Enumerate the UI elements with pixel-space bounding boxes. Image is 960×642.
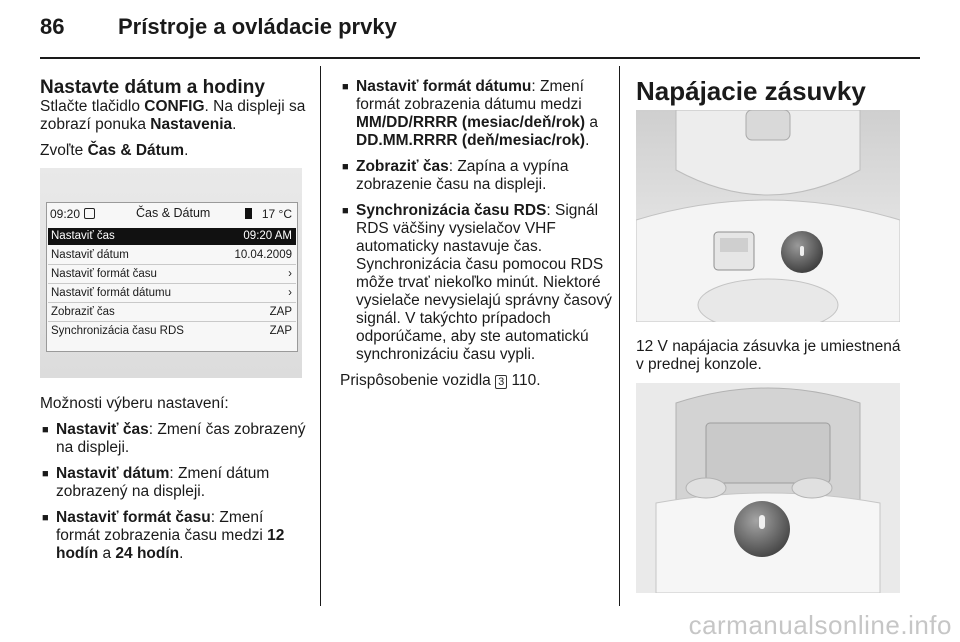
display-time: 09:20	[50, 207, 81, 221]
page-header-title: Prístroje a ovládacie prvky	[118, 14, 397, 39]
list-item: ■ Nastaviť formát dátumu: Zmení formát zobrazenia dátumu medzi MM/DD/RRRR (mesiac/deň/rok) a DD.MM.RRRR (deň/mesiac/rok).	[340, 78, 612, 150]
options-list	[40, 421, 308, 563]
left-column-options	[40, 395, 308, 571]
display-row-rds-sync: Synchronizácia času RDS ZAP	[51, 325, 292, 337]
column-divider-1	[320, 66, 321, 606]
display-title: Čas & Dátum	[136, 206, 211, 220]
options-intro: Možnosti výberu nastavení:	[40, 395, 229, 412]
display-row-set-time: Nastaviť čas 09:20 AM	[48, 228, 296, 245]
display-topbar	[48, 206, 296, 224]
outlet-caption: 12 V napájacia zásuvka je umiestnená v prednej konzole.	[636, 338, 901, 373]
list-item: ■ Nastaviť formát času: Zmení formát zobrazenia času medzi 12 hodín a 24 hodín.	[40, 509, 308, 563]
outlet-closeup-illustration	[636, 383, 900, 593]
clock-check-icon	[84, 208, 95, 219]
page-ref-arrow-icon: 3	[495, 375, 507, 389]
column-divider-2	[619, 66, 620, 606]
display-row-show-time: Zobraziť čas ZAP	[48, 304, 296, 322]
footer-watermark: carmanualsonline.info	[688, 610, 952, 640]
cross-reference: Prispôsobenie vozidla 3 110.	[340, 372, 541, 389]
console-illustration	[636, 110, 900, 322]
left-column	[40, 78, 308, 168]
header-rule	[40, 57, 920, 59]
paragraph-select: Zvoľte Čas & Dátum.	[40, 142, 189, 159]
list-item: ■ Nastaviť dátum: Zmení dátum zobrazený na displeji.	[40, 465, 308, 501]
display-row-set-date: Nastaviť dátum 10.04.2009	[48, 247, 296, 265]
section-heading-date-time: Nastavte dátum a hodiny	[40, 77, 265, 98]
list-item: ■ Nastaviť čas: Zmení čas zobrazený na displeji.	[40, 421, 308, 457]
paragraph-config: Stlačte tlačidlo CONFIG. Na displeji sa zobrazí ponuka Nastavenia.	[40, 98, 306, 133]
section-heading-power-outlets: Napájacie zásuvky	[636, 76, 866, 106]
options-list-continued	[340, 78, 612, 364]
display-temperature: 17 °C	[261, 207, 292, 221]
display-row-date-format: Nastaviť formát dátumu ›	[48, 285, 296, 303]
phone-icon	[245, 208, 252, 219]
list-item: ■ Zobraziť čas: Zapína a vypína zobrazenie času na displeji.	[340, 158, 612, 194]
middle-column	[340, 78, 612, 398]
power-outlet-photo-1	[636, 110, 900, 322]
power-outlet-photo-2	[636, 383, 900, 593]
page-number: 86	[40, 14, 65, 39]
list-item: ■ Synchronizácia času RDS: Signál RDS väčšiny vysielačov VHF automaticky nastavuje čas. Synchronizácia času pomocou RDS môže trvať niekoľko minút. Niektoré vysielače nevysielajú správny časový signál. V takýchto prípadoch odporúčame, aby ste automatickú synchronizáciu času vypli.	[340, 202, 612, 364]
display-row-time-format: Nastaviť formát času ›	[48, 266, 296, 284]
display-screen-image	[40, 168, 302, 378]
